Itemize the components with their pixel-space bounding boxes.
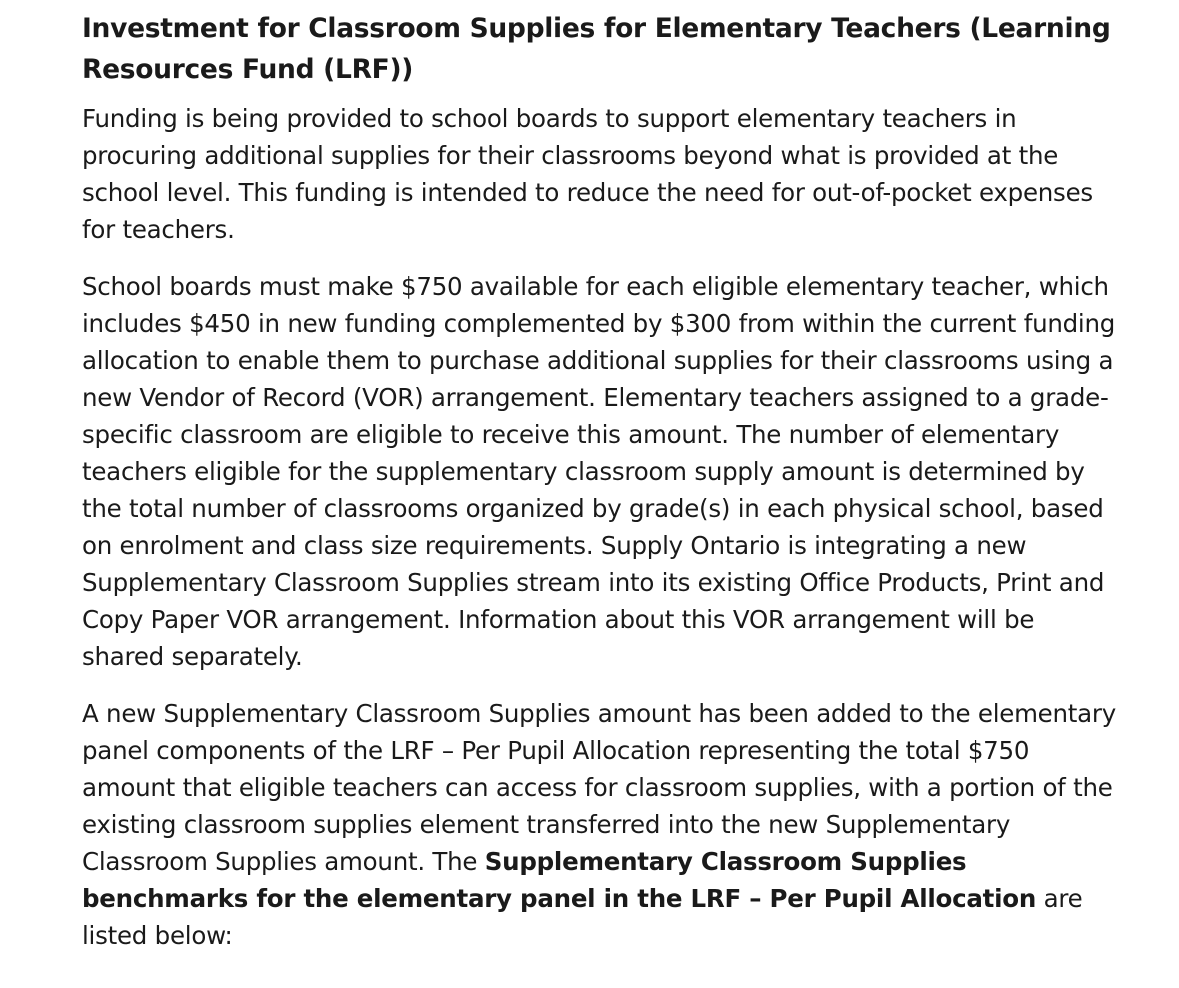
paragraph-eligibility: School boards must make $750 available for each eligible elementary teacher, which includes $450 in new funding complemented by $300 from within the current funding allocation to enable them to purchase additional supplies for their classrooms using a new Vendor of Record (VOR) arrangement. Elementary teachers assigned to a grade-specific classroom are eligible to receive this amount. The number of elementary teachers eligible for the supplementary classroom supply amount is determined by the total number of classrooms organized by grade(s) in each physical school, based on enrolment and class size requirements. Supply Ontario is integrating a new Supplementary Classroom Supplies stream into its existing Office Products, Print and Copy Paper VOR arrangement. Information about this VOR arrangement will be shared separately.	[82, 272, 1116, 671]
section-heading: Investment for Classroom Supplies for Elementary Teachers (Learning Resources Fund (LRF))	[82, 13, 1111, 85]
document-body	[82, 8, 1122, 974]
paragraph-funding-intro: Funding is being provided to school boards to support elementary teachers in procuring additional supplies for their classrooms beyond what is provided at the school level. This funding is intended to reduce the need for out-of-pocket expenses for teachers.	[82, 104, 1093, 244]
paragraph-benchmarks-lead-text: A new Supplementary Classroom Supplies amount has been added to the elementary panel components of the LRF – Per Pupil Allocation representing the total $750 amount that eligible teachers can access for classroom supplies, with a portion of the existing classroom supplies element transferred into the new Supplementary Classroom Supplies amount. The	[82, 699, 1116, 876]
paragraph-benchmarks-bold-text: Supplementary Classroom Supplies benchmarks for the elementary panel in the LRF – Per Pupil Allocation	[82, 847, 1037, 913]
paragraph-benchmarks	[82, 695, 1122, 954]
paragraph-benchmarks-trailing-text: are listed below:	[82, 884, 1083, 950]
